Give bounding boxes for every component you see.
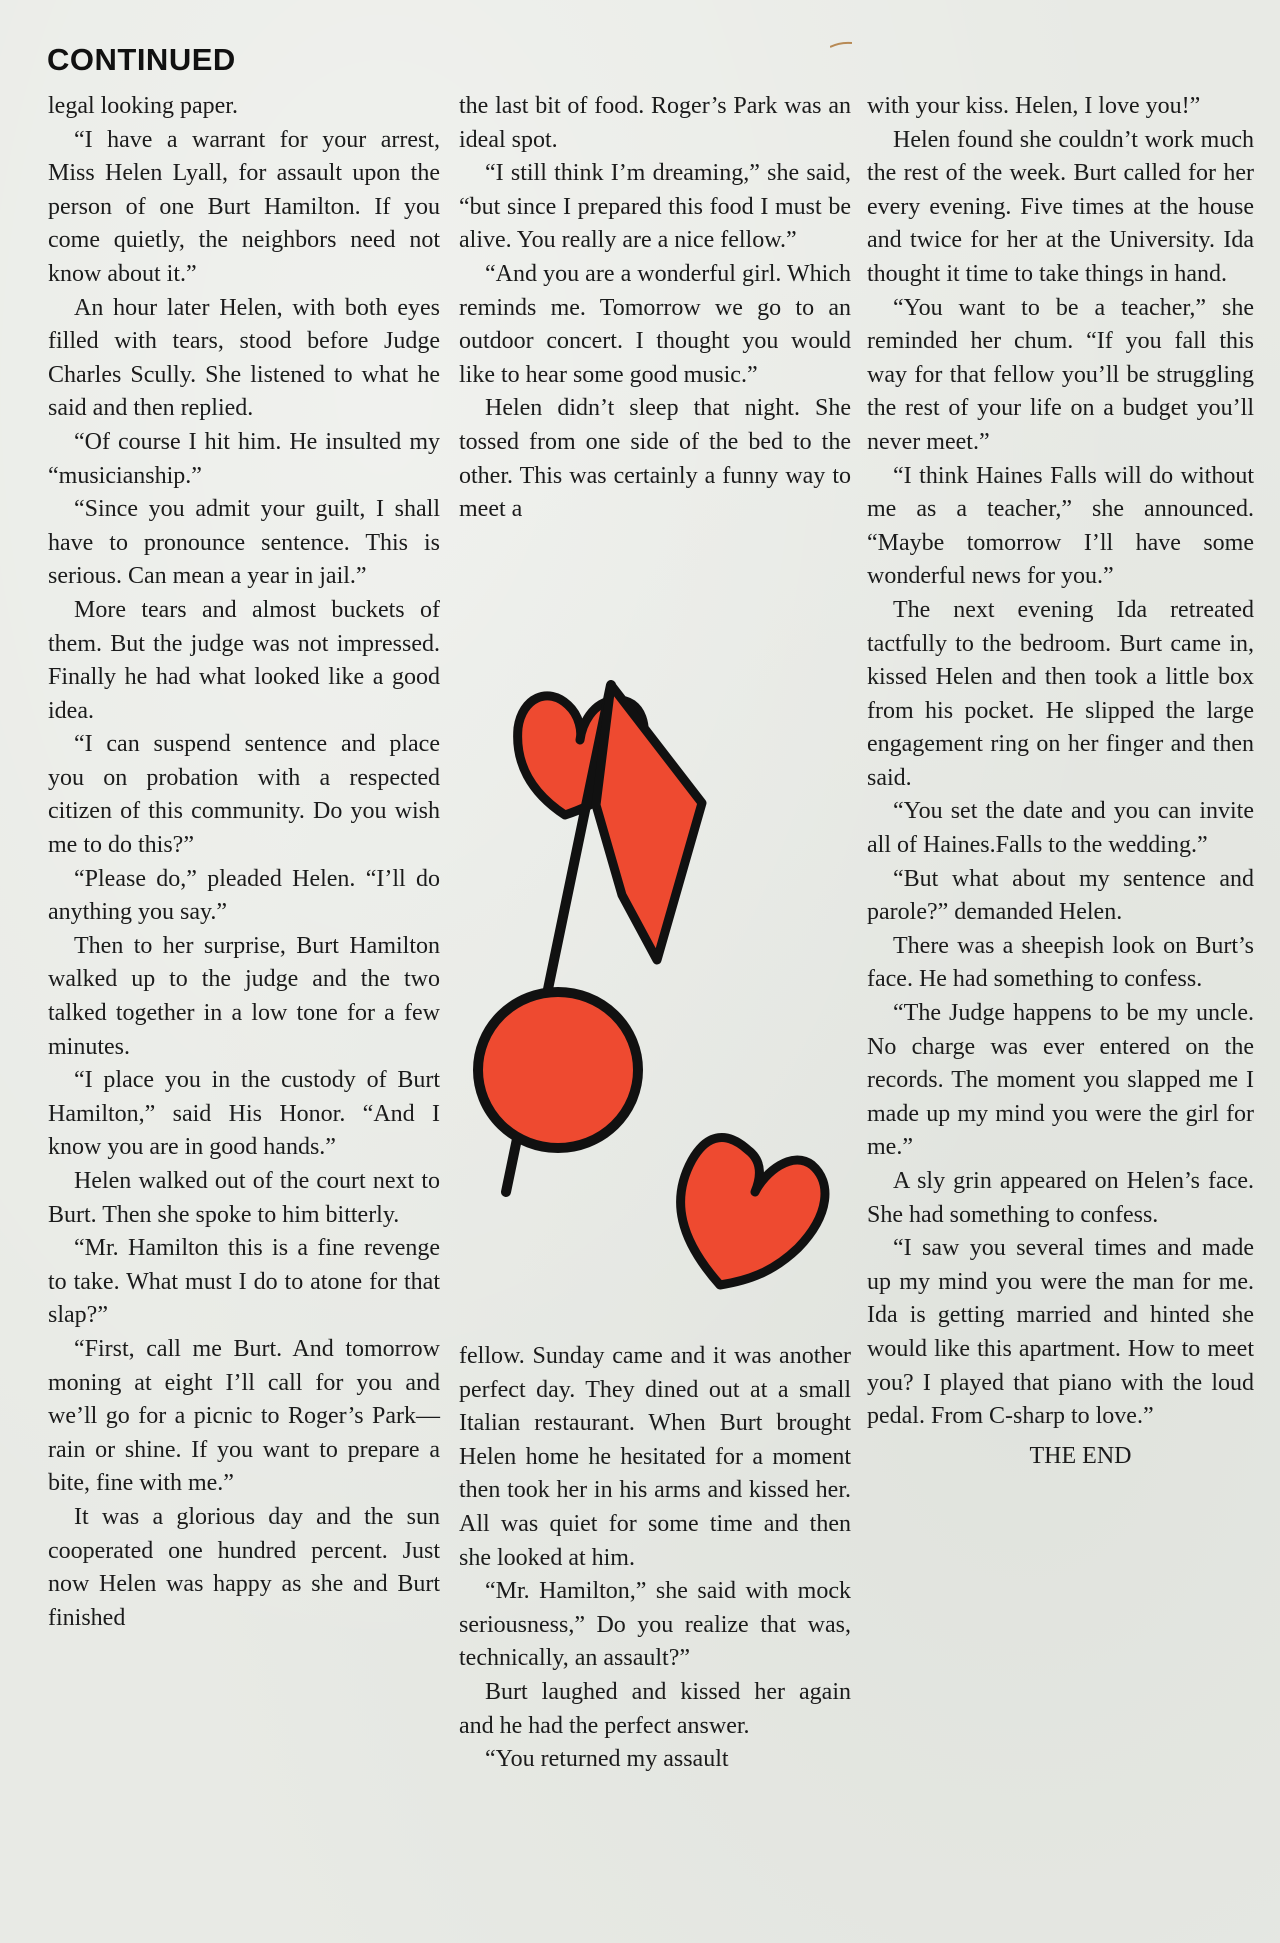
paragraph: “Mr. Hamilton,” she said with mock seriousness,” Do you realize that was, technically, an assault?”: [459, 1578, 851, 1672]
text-column-1: [48, 90, 440, 1635]
paragraph: It was a glorious day and the sun cooperated one hundred percent. Just now Helen was happy as she and Burt finished: [48, 1503, 440, 1631]
illustration-hearts-note: [470, 680, 870, 1320]
paragraph: the last bit of food. Roger’s Park was an ideal spot.: [459, 93, 851, 153]
text-column-2-top: [459, 90, 851, 527]
paragraph: with your kiss. Helen, I love you!”: [867, 93, 1201, 119]
paragraph: A sly grin appeared on Helen’s face. She had something to confess.: [867, 1168, 1254, 1228]
paragraph: “Since you admit your guilt, I shall have to pronounce sentence. This is serious. Can mean a year in jail.”: [48, 496, 440, 590]
paragraph: More tears and almost buckets of them. But the judge was not impressed. Finally he had what looked like a good idea.: [48, 596, 440, 724]
paragraph: “Please do,” pleaded Helen. “I’ll do anything you say.”: [48, 865, 440, 926]
paragraph: “I have a warrant for your arrest, Miss Helen Lyall, for assault upon the person of one Burt Hamilton. If you come quietly, the neighbors need not know about it.”: [48, 126, 440, 287]
paragraph: “I can suspend sentence and place you on probation with a respected citizen of this community. Do you wish me to do this?”: [48, 731, 440, 859]
heart-icon: [681, 1138, 825, 1285]
paragraph: “And you are a wonderful girl. Which reminds me. Tomorrow we go to an outdoor concert. I thought you would like to hear some good music.”: [459, 260, 851, 388]
music-note-icon: [478, 681, 708, 1192]
paragraph: “I think Haines Falls will do without me as a teacher,” she announced. “Maybe tomorrow I’ll have some wonderful news for you.”: [867, 462, 1254, 590]
decorative-mark: [830, 36, 852, 44]
text-column-3: [867, 90, 1254, 1473]
paragraph: “First, call me Burt. And tomorrow moning at eight I’ll call for you and we’ll go for a picnic to Roger’s Park—rain or shine. If you want to prepare a bite, fine with me.”: [48, 1335, 440, 1497]
text-column-2-bottom: [459, 1340, 851, 1777]
paragraph: “I place you in the custody of Burt Hamilton,” said His Honor. “And I know you are in good hands.”: [48, 1067, 440, 1161]
the-end-label: THE END: [1029, 1442, 1132, 1469]
paragraph: legal looking paper.: [48, 93, 238, 119]
paragraph: “I saw you several times and made up my mind you were the man for me. Ida is getting married and hinted she would like this apartment. How to meet you? I played that piano with the loud pedal. From C-sharp to love.”: [867, 1235, 1254, 1430]
paragraph: “You returned my assault: [485, 1746, 729, 1773]
paragraph: “You want to be a teacher,” she reminded her chum. “If you fall this way for that fellow you’ll be struggling the rest of your life on a budget you’ll never meet.”: [867, 294, 1254, 455]
paragraph: There was a sheepish look on Burt’s face. He had something to confess.: [867, 932, 1254, 993]
paragraph: “I still think I’m dreaming,” she said, “but since I prepared this food I must be alive. You really are a nice fellow.”: [459, 160, 851, 254]
paragraph: The next evening Ida retreated tactfully to the bedroom. Burt came in, kissed Helen and then took a little box from his pocket. He slipped the large engagement ring on her finger and then said.: [867, 596, 1254, 791]
paragraph: Burt laughed and kissed her again and he had the perfect answer.: [459, 1678, 851, 1739]
page-heading: CONTINUED: [47, 42, 236, 77]
paragraph: Helen found she couldn’t work much the rest of the week. Burt called for her every evening. Five times at the house and twice for her at the University. Ida thought it time to take things in hand.: [867, 126, 1254, 287]
paragraph: “But what about my sentence and parole?” demanded Helen.: [867, 865, 1254, 926]
paragraph: Then to her surprise, Burt Hamilton walked up to the judge and the two talked together in a low tone for a few minutes.: [48, 932, 440, 1060]
paragraph: “Mr. Hamilton this is a fine revenge to take. What must I do to atone for that slap?”: [48, 1235, 440, 1329]
paragraph: fellow. Sunday came and it was another perfect day. They dined out at a small Italian restaurant. When Burt brought Helen home he hesitated for a moment then took her in his arms and kissed her. All was quiet for some time and then she looked at him.: [459, 1343, 851, 1571]
paragraph: Helen walked out of the court next to Burt. Then she spoke to him bitterly.: [48, 1168, 440, 1228]
paragraph: “Of course I hit him. He insulted my “musicianship.”: [48, 428, 440, 489]
paragraph: “You set the date and you can invite all of Haines.Falls to the wedding.”: [867, 798, 1254, 859]
paragraph: “The Judge happens to be my uncle. No charge was ever entered on the records. The moment you slapped me I made up my mind you were the girl for me.”: [867, 1000, 1254, 1161]
paragraph: An hour later Helen, with both eyes filled with tears, stood before Judge Charles Scully. She listened to what he said and then replied.: [48, 294, 440, 422]
paragraph: Helen didn’t sleep that night. She tossed from one side of the bed to the other. This was certainly a funny way to meet a: [459, 395, 851, 523]
